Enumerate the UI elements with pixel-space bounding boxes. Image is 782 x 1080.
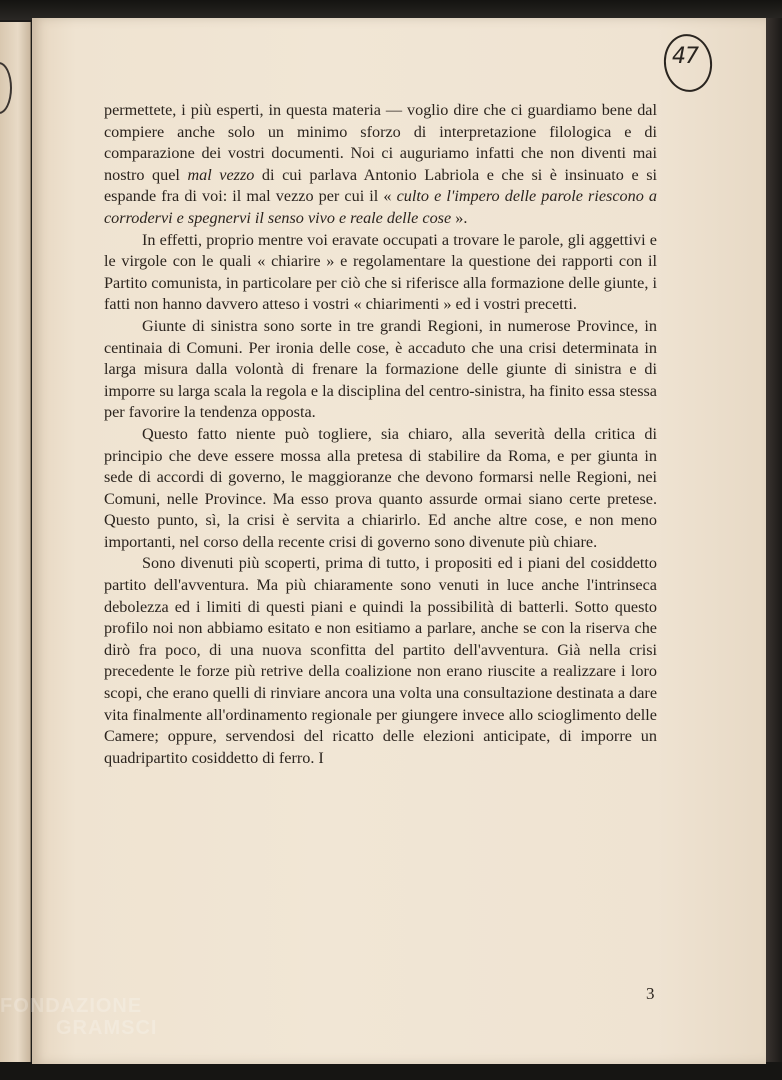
- body-text: [104, 100, 657, 769]
- text-segment: In effetti, proprio mentre voi eravate occupati a trovare le parole, gli aggettivi e le virgole con le quali « chiarire » e regolamentare la questione dei rapporti con il Partito comunista, in particolare per ciò che si riferisce alla formazione delle giunte, i fatti non hanno davvero atteso i vostri « chiarimenti » ed i vostri precetti.: [104, 230, 657, 314]
- paragraph-2: [104, 230, 657, 316]
- watermark-line-2: GRAMSCI: [56, 1017, 158, 1039]
- paragraph-5: [104, 553, 657, 769]
- italic-segment: mal vezzo: [187, 165, 255, 184]
- facing-page-edge: [0, 22, 31, 1062]
- facing-page-mark: [0, 62, 12, 114]
- scan-background-top: [0, 0, 782, 20]
- page-number: 3: [646, 984, 655, 1003]
- text-segment: di cui parlava Antonio Labriola e che si è insinuato e si espande fra di voi: il mal vezzo per cui il «: [104, 165, 657, 206]
- paragraph-1: [104, 100, 657, 230]
- text-segment: Questo fatto niente può togliere, sia chiaro, alla severità della critica di principio che deve essere mossa alla pretesa di stabilire da Roma, e per giunta in sede di accordi di governo, le maggioranze che devono formarsi nelle Regioni, nei Comuni, nelle Province. Ma esso prova quanto assurde ormai siano certe pretese. Questo punto, sì, la crisi è servita a chiarirlo. Ed anche altre cose, e non meno importanti, nel corso della recente crisi di governo sono divenute più chiare.: [104, 424, 657, 551]
- watermark-line-1: FONDAZIONE: [0, 995, 143, 1017]
- scan-background-right: [766, 18, 782, 1064]
- text-segment: Sono divenuti più scoperti, prima di tutto, i propositi ed i piani del cosiddetto partito dell'avventura. Ma più chiaramente sono venuti in luce anche l'intrinseca debolezza ed i limiti di questi piani e quindi la possibilità di batterli. Sotto questo profilo noi non abbiamo esitato e non esitiamo a parlare, anche se con la riserva che dirò fra poco, di una nuova sconfitta del partito dell'avventura. Già nella crisi precedente le forze più retrive della coalizione non erano riuscite a realizzare i loro scopi, che erano quelli di rinviare ancora una volta una consultazione destinata a dare vita finalmente all'ordinamento regionale per giungere invece allo scioglimento delle Camere; oppure, servendosi del ricatto delle elezioni anticipate, di imporre un quadripartito cosiddetto di ferro. I: [104, 554, 657, 767]
- folio-number-text: 47: [672, 44, 698, 69]
- text-segment: ».: [451, 208, 468, 227]
- paragraph-3: [104, 316, 657, 424]
- text-segment: permettete, i più esperti, in questa materia — voglio dire che ci guardiamo bene dal compiere anche solo un minimo sforzo di interpretazione filologica e di comparazione dei vostri documenti. Noi ci auguriamo infatti che non diventi mai nostro quel: [104, 101, 657, 184]
- text-segment: Giunte di sinistra sono sorte in tre grandi Regioni, in numerose Province, in centinaia di Comuni. Per ironia delle cose, è accaduto che una crisi determinata in larga misura dalla volontà di frenare la formazione delle giunte di sinistra e di imporre su larga scala la regola e la disciplina del centro-sinistra, ha finito essa stessa per favorire la tendenza opposta.: [104, 316, 657, 422]
- handwritten-folio-number: [664, 34, 712, 92]
- italic-quotation: culto e l'impero delle parole riescono a corrodervi e spegnervi il senso vivo e reale delle cose: [104, 187, 658, 227]
- paragraph-4: [104, 424, 657, 554]
- scan-background-bottom: [0, 1062, 782, 1080]
